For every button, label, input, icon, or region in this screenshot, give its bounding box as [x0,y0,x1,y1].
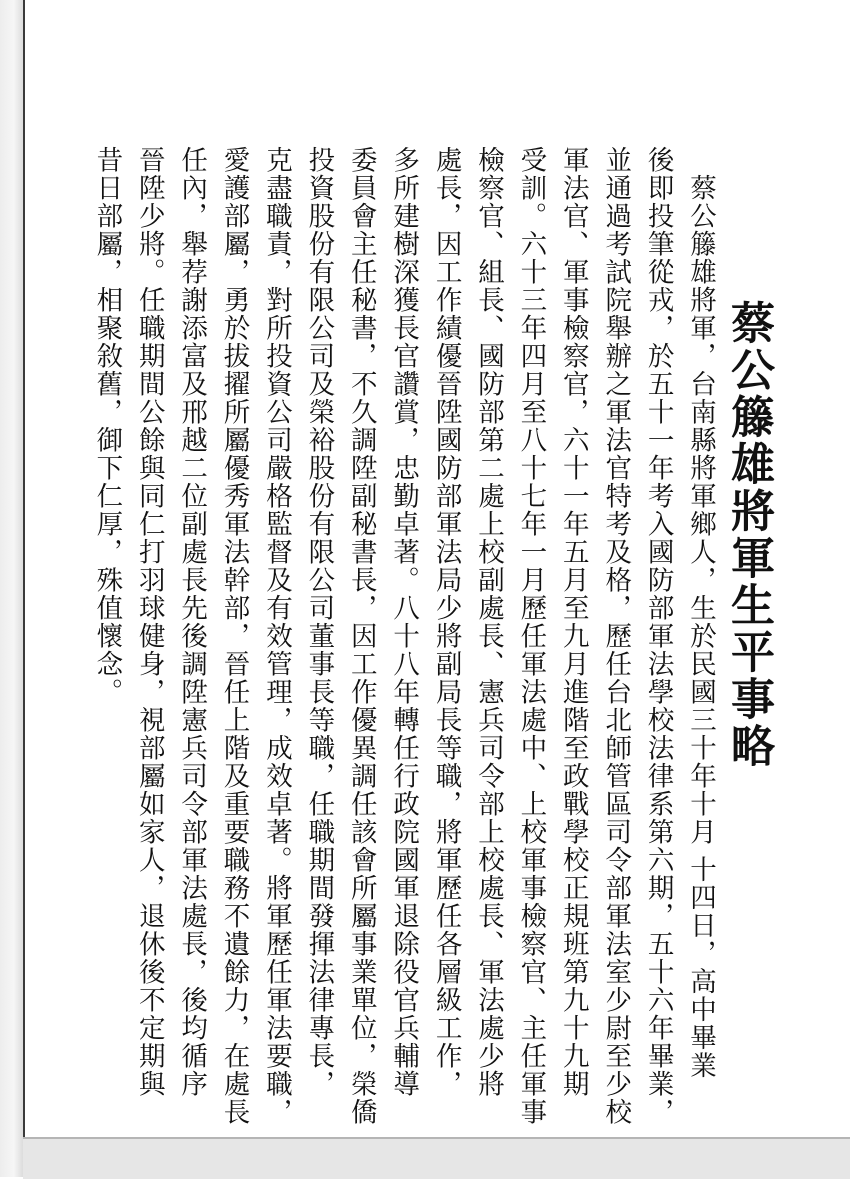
body-line: 任內，舉荐謝添富及邢越二位副處長先後調陞憲兵司令部軍法處長，後均循序 [176,146,208,1098]
scan-left-margin [0,0,23,1177]
body-line: 昔日部屬，相聚敘舊，御下仁厚，殊值懷念。 [91,146,123,706]
body-line: 軍法官、軍事檢察官，六十一年五月至九月進階至政戰學校正規班第九十九期 [557,146,589,1098]
body-line: 投資股份有限公司及榮裕股份有限公司董事長等職，任職期間發揮法律專長， [303,146,335,1098]
body-line: 受訓。六十三年四月至八十七年一月歷任軍法處中、上校軍事檢察官、主任軍事 [515,146,547,1126]
body-line: 蔡公籐雄將軍，台南縣將軍鄉人，生於民國三十年十月 十四日，高中畢業 [685,146,716,1080]
document-body [75,146,721,1126]
page-left-border [23,0,25,1138]
body-line: 並通過考試院舉辦之軍法官特考及格，歷任台北師管區司令部軍法室少尉至少校 [600,146,632,1126]
body-line: 委員會主任秘書，不久調陞副秘書長，因工作優異調任該會所屬事業單位，榮僑 [345,146,377,1126]
scan-bottom-margin [23,1137,850,1179]
body-line: 晉陞少將。任職期間公餘與同仁打羽球健身，視部屬如家人，退休後不定期與 [133,146,165,1098]
body-line: 克盡職責，對所投資公司嚴格監督及有效管理，成效卓著。將軍歷任軍法要職， [260,146,292,1126]
body-line: 多所建樹深獲長官讚賞，忠勤卓著。八十八年轉任行政院國軍退除役官兵輔導 [388,146,420,1098]
body-line: 愛護部屬，勇於拔擢所屬優秀軍法幹部，晉任上階及重要職務不遺餘力，在處長 [218,146,250,1126]
body-line: 後即投筆從戎，於五十一年考入國防部軍法學校法律系第六期，五十六年畢業， [642,146,674,1126]
body-line: 檢察官、組長、國防部第二處上校副處長、憲兵司令部上校處長、軍法處少將 [472,146,504,1098]
body-line: 處長，因工作績優晉陞國防部軍法局少將副局長等職，將軍歷任各層級工作， [430,146,462,1098]
document-title: 蔡公籐雄將軍生平事略 [723,300,774,770]
